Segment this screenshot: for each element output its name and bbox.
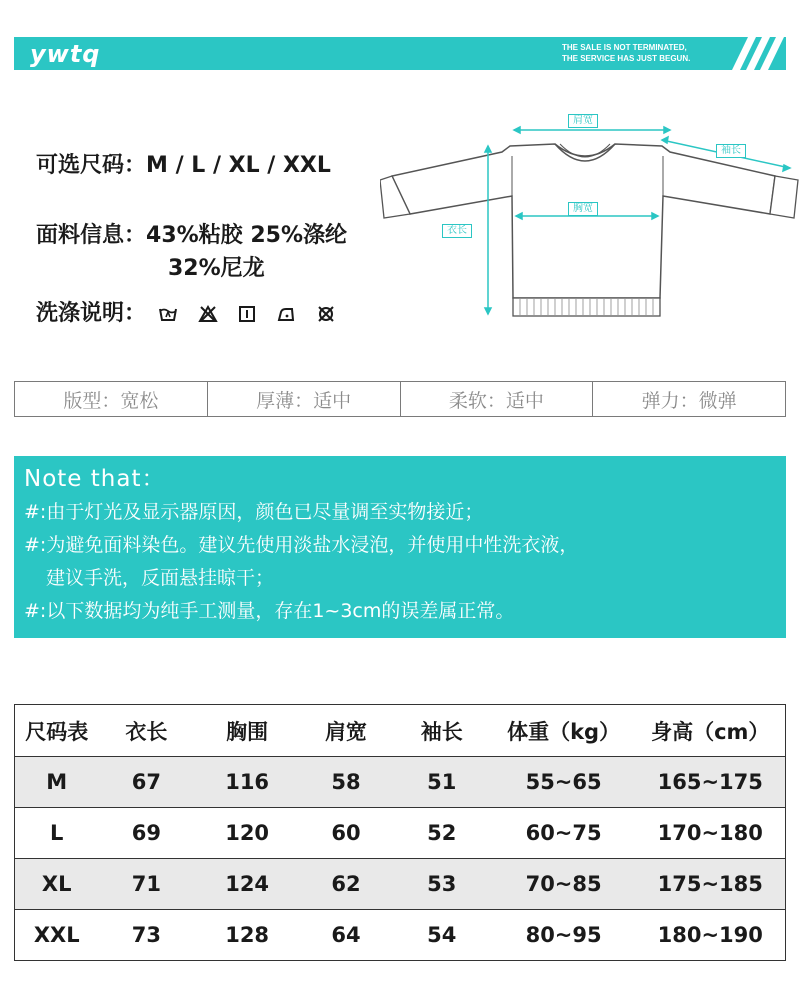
header-cell: 尺码表 (15, 705, 99, 757)
table-row (15, 808, 786, 859)
wash-label: 洗涤说明： (36, 301, 147, 326)
size-table-header (15, 705, 786, 757)
table-cell: 73 (131, 923, 161, 947)
attr-elasticity: 弹力：微弹 (641, 389, 737, 412)
table-cell: 52 (392, 808, 492, 859)
header-cell: 胸围 (194, 705, 300, 757)
table-cell: 62 (300, 859, 392, 910)
sweater-outline-icon (380, 106, 800, 326)
table-cell: L (15, 808, 99, 859)
hand-wash-icon (158, 305, 178, 323)
fabric-value-line2: 32%尼龙 (168, 256, 265, 281)
table-cell: 180~190 (657, 923, 763, 947)
table-cell: 67 (98, 757, 194, 808)
chest-width-tag: 胸宽 (568, 202, 598, 216)
note-line-4: #:以下数据均为纯手工测量，存在1~3cm的误差属正常。 (24, 600, 515, 622)
sizes-value: M / L / XL / XXL (146, 153, 331, 178)
table-cell: XXL (33, 923, 80, 947)
header-cell: 袖长 (392, 705, 492, 757)
table-row (15, 757, 786, 808)
table-row (15, 910, 786, 961)
stripes-decoration-icon (726, 37, 786, 70)
wash-row (36, 296, 336, 327)
no-dry-clean-icon (316, 305, 336, 323)
table-cell: 64 (331, 923, 361, 947)
header-cell: 身高（cm） (636, 705, 786, 757)
sleeve-length-tag: 袖长 (716, 144, 746, 158)
brand-logo: ywtq (30, 40, 101, 68)
table-cell: 58 (300, 757, 392, 808)
note-title: Note that： (24, 466, 166, 492)
iron-icon (276, 305, 296, 323)
table-cell: 51 (392, 757, 492, 808)
wash-icons (158, 305, 336, 323)
table-cell: XL (15, 859, 99, 910)
table-row (15, 859, 786, 910)
shoulder-width-tag: 肩宽 (568, 114, 598, 128)
table-cell: 54 (427, 923, 457, 947)
attr-softness: 柔软：适中 (401, 382, 594, 416)
table-cell: 70~85 (492, 859, 636, 910)
table-cell: 128 (225, 923, 270, 947)
size-table (14, 704, 786, 961)
table-cell: 165~175 (636, 757, 786, 808)
table-cell: 69 (98, 808, 194, 859)
table-cell: 116 (194, 757, 300, 808)
table-cell: 60 (300, 808, 392, 859)
attr-fit: 版型：宽松 (15, 382, 208, 416)
banner-slogan (562, 42, 712, 64)
note-block (14, 456, 786, 638)
note-line-2: #:为避免面料染色。建议先使用淡盐水浸泡，并使用中性洗衣液， (24, 534, 579, 556)
header-cell: 体重（kg） (492, 705, 636, 757)
table-cell: M (15, 757, 99, 808)
fabric-value: 43%粘胶 25%涤纶 (146, 223, 347, 248)
attribute-table (14, 381, 786, 417)
table-cell: 120 (194, 808, 300, 859)
note-line-3: 建议手洗，反面悬挂晾干； (46, 567, 275, 589)
sizes-label: 可选尺码： (36, 153, 147, 178)
no-bleach-icon (198, 305, 218, 323)
table-cell: 71 (98, 859, 194, 910)
table-cell: 124 (194, 859, 300, 910)
tumble-dry-icon (238, 305, 256, 323)
fabric-label: 面料信息： (36, 223, 147, 248)
header-cell: 衣长 (98, 705, 194, 757)
sweater-diagram (380, 106, 800, 326)
header-cell: 肩宽 (300, 705, 392, 757)
table-cell: 55~65 (492, 757, 636, 808)
table-cell: 175~185 (636, 859, 786, 910)
table-cell: 53 (392, 859, 492, 910)
header-banner (14, 37, 786, 70)
table-cell: 60~75 (492, 808, 636, 859)
body-length-tag: 衣长 (442, 224, 472, 238)
sizes-row (36, 148, 331, 179)
table-cell: 170~180 (636, 808, 786, 859)
fabric-row (36, 218, 347, 249)
note-line-1: #:由于灯光及显示器原因，颜色已尽量调至实物接近； (24, 501, 484, 523)
slogan-line-2: THE SERVICE HAS JUST BEGUN. (562, 54, 691, 63)
slogan-line-1: THE SALE IS NOT TERMINATED, (562, 43, 687, 52)
table-cell: 80~95 (525, 923, 602, 947)
attr-thickness: 厚薄：适中 (208, 382, 401, 416)
